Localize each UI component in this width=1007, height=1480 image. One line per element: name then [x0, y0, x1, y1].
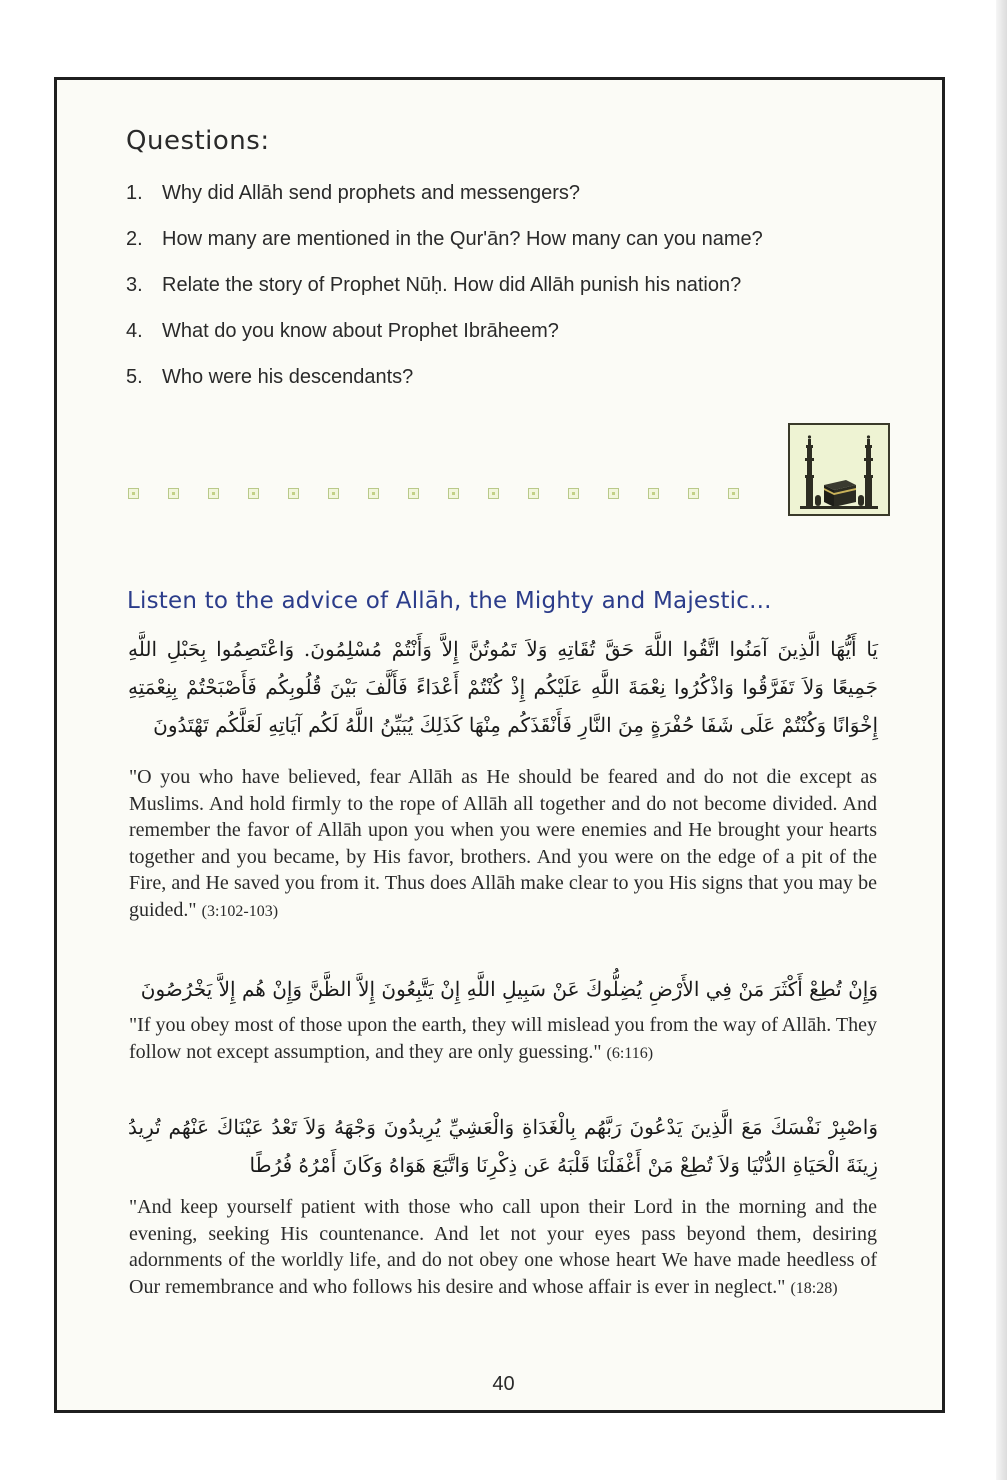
square-dot-icon — [528, 488, 539, 499]
question-text: What do you know about Prophet Ibrāheem? — [162, 320, 559, 342]
question-item — [126, 176, 878, 211]
square-dot-icon — [648, 488, 659, 499]
page-edge-shadow — [996, 0, 1007, 1480]
page-number: 40 — [492, 1373, 515, 1395]
translation-text: "O you who have believed, fear Allāh as He should be feared and do not die except as Muslims. And hold firmly to the rope of Allāh all together and do not become divided. And remember the favor of Allāh upon you when you were enemies and He brought your hearts together and you became, by His favor, brothers. And you were on the edge of a pit of the Fire, and He saved you from it. Thus does Allāh make clear to you His signs that you may be guided." — [129, 766, 877, 921]
square-dot-icon — [128, 488, 139, 499]
square-dot-icon — [608, 488, 619, 499]
question-text: Who were his descendants? — [162, 366, 414, 388]
kaaba-minarets-icon — [788, 423, 890, 516]
question-text: Relate the story of Prophet Nūḥ. How did Allāh punish his nation? — [162, 274, 742, 296]
square-dot-icon — [288, 488, 299, 499]
questions-list — [126, 176, 878, 406]
arabic-verse: وَإِنْ تُطِعْ أَكْثَرَ مَنْ فِي الأَرْضِ يُضِلُّوكَ عَنْ سَبِيلِ اللَّهِ إِنْ يَتَّبِعُونَ إِلاَّ الظَّنَّ وَإِنْ هُم إِلاَّ يَخْرُصُونَ — [140, 977, 878, 1001]
verse-translation — [129, 1012, 877, 1067]
verse-translation — [129, 1194, 877, 1302]
square-dot-icon — [168, 488, 179, 499]
questions-heading: Questions: — [126, 126, 270, 156]
square-dot-icon — [328, 488, 339, 499]
verse-translation — [129, 764, 877, 925]
verse-reference: (6:116) — [606, 1044, 654, 1062]
question-item — [126, 222, 878, 257]
question-number: 1. — [126, 182, 143, 204]
square-dot-icon — [368, 488, 379, 499]
square-dot-icon — [488, 488, 499, 499]
question-number: 5. — [126, 366, 143, 388]
question-number: 2. — [126, 228, 143, 250]
question-text: How many are mentioned in the Qur'ān? How many can you name? — [162, 228, 763, 250]
square-dot-icon — [408, 488, 419, 499]
square-dot-icon — [688, 488, 699, 499]
square-dot-icon — [728, 488, 739, 499]
section-heading: Listen to the advice of Allāh, the Mighty and Majestic... — [127, 588, 772, 614]
question-item — [126, 314, 878, 349]
arabic-verse: وَاصْبِرْ نَفْسَكَ مَعَ الَّذِينَ يَدْعُونَ رَبَّهُم بِالْغَدَاةِ وَالْعَشِيِّ يُرِيدُونَ وَجْهَهُ وَلاَ تَعْدُ عَيْنَاكَ عَنْهُم تُرِيدُ زِينَةَ الْحَيَاةِ الدُّنْيَا وَلاَ تُطِعْ مَنْ أَغْفَلْنَا قَلْبَهُ عَن ذِكْرِنَا وَاتَّبَعَ هَوَاهُ وَكَانَ أَمْرُهُ فُرُطًا — [128, 1115, 878, 1177]
verse-reference: (18:28) — [790, 1279, 838, 1297]
square-dot-icon — [248, 488, 259, 499]
question-item — [126, 360, 878, 395]
square-dot-icon — [208, 488, 219, 499]
translation-text: "And keep yourself patient with those who call upon their Lord in the morning and the evening, seeking His countenance. And let not your eyes pass beyond them, desiring adornments of the worldly life, and do not obey one whose heart We have made heedless of Our remembrance and who follows his desire and whose affair is ever in neglect." — [129, 1196, 877, 1298]
question-number: 4. — [126, 320, 143, 342]
arabic-verse: يَا أَيُّهَا الَّذِينَ آمَنُوا اتَّقُوا اللَّهَ حَقَّ تُقَاتِهِ وَلاَ تَمُوتُنَّ إِلاَّ وَأَنْتُمْ مُسْلِمُونَ. وَاعْتَصِمُوا بِحَبْلِ اللَّهِ جَمِيعًا وَلاَ تَفَرَّقُوا وَاذْكُرُوا نِعْمَةَ اللَّهِ عَلَيْكُم إِذْ كُنْتُمْ أَعْدَاءً فَأَلَّفَ بَيْنَ قُلُوبِكُم فَأَصْبَحْتُمْ بِنِعْمَتِهِ إِخْوَانًا وَكُنْتُمْ عَلَى شَفَا حُفْرَةٍ مِنَ النَّارِ فَأَنْقَذَكُم مِنْهَا كَذَلِكَ يُبَيِّنُ اللَّهُ لَكُم آيَاتِهِ لَعَلَّكُم تَهْتَدُونَ — [128, 637, 878, 737]
verse-reference: (3:102-103) — [201, 902, 279, 920]
question-item — [126, 268, 878, 303]
square-dot-icon — [448, 488, 459, 499]
translation-text: "If you obey most of those upon the earth, they will mislead you from the way of Allāh. They follow not except assumption, and they are only guessing." — [129, 1014, 877, 1063]
dotted-divider — [128, 488, 748, 504]
question-text: Why did Allāh send prophets and messengers? — [162, 182, 581, 204]
square-dot-icon — [568, 488, 579, 499]
question-number: 3. — [126, 274, 143, 296]
